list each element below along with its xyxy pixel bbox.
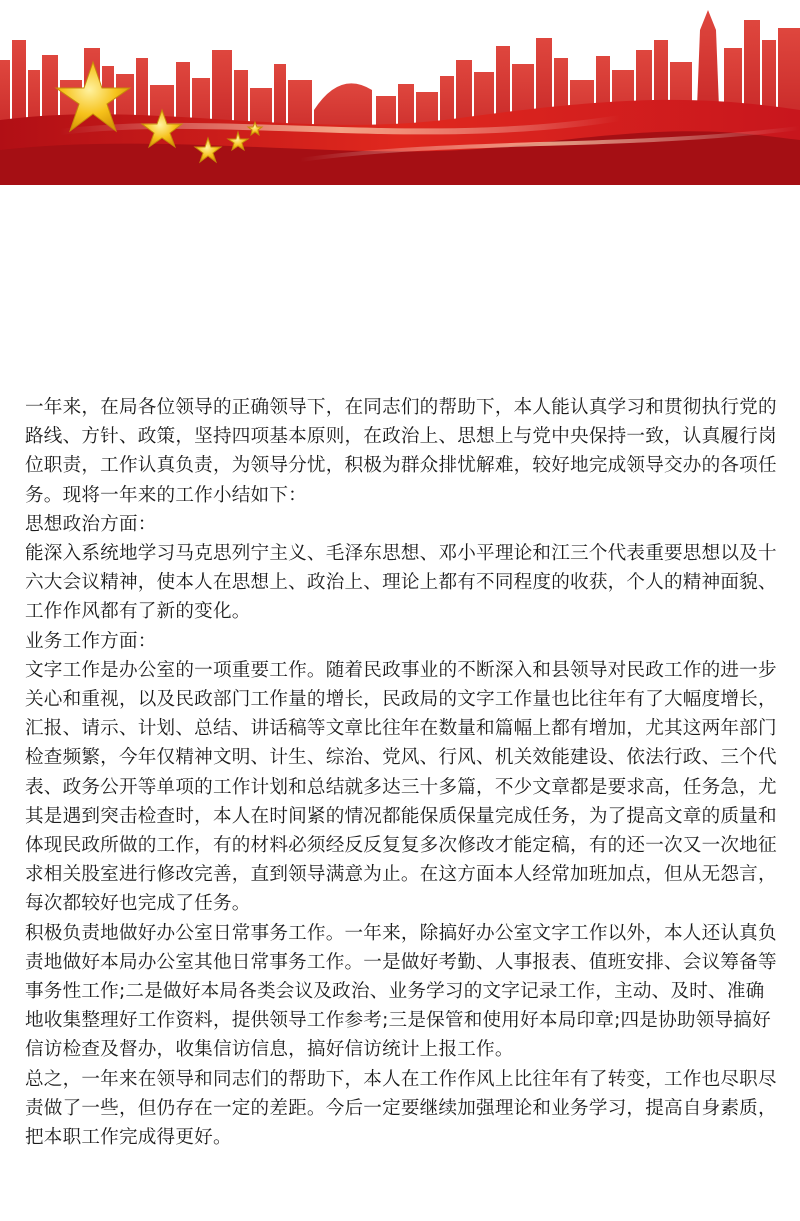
writing-work-paragraph: 文字工作是办公室的一项重要工作。随着民政事业的不断深入和县领导对民政工作的进一步关心和重视，以及民政部门工作量的增长，民政局的文字工作量也比往年有了大幅度增长，汇报、请示、计划、总结、讲话稿等文章比往年在数量和篇幅上都有增加，尤其这两年部门检查频繁，今年仅精神文明、计生、综治、党风、行风、机关效能建设、依法行政、三个代表、政务公开等单项的工作计划和总结就多达三十多篇，不少文章都是要求高，任务急，尤其是遇到突击检查时，本人在时间紧的情况都能保质保量完成任务，为了提高文章的质量和体现民政所做的工作，有的材料必须经反反复复多次修改才能定稿，有的还一次又一次地征求相关股室进行修改完善，直到领导满意为止。在这方面本人经常加班加点，但从无怨言，每次都较好也完成了任务。 (25, 659, 777, 915)
header-banner (0, 0, 800, 185)
section-heading-business: 业务工作方面： (25, 630, 157, 652)
document-body (25, 393, 783, 1152)
section-heading-political: 思想政治方面： (25, 513, 157, 535)
conclusion-paragraph: 总之，一年来在领导和同志们的帮助下，本人在工作作风上比往年有了转变，工作也尽职尽责做了一些，但仍存在一定的差距。今后一定要继续加强理论和业务学习，提高自身素质，把本职工作完成得更好。 (25, 1068, 777, 1149)
daily-affairs-paragraph: 积极负责地做好办公室日常事务工作。一年来，除搞好办公室文字工作以外，本人还认真负责地做好本局办公室其他日常事务工作。一是做好考勤、人事报表、值班安排、会议筹备等事务性工作;二是做好本局各类会议及政治、业务学习的文字记录工作，主动、及时、准确地收集整理好工作资料，提供领导工作参考;三是保管和使用好本局印章;四是协助领导搞好信访检查及督办，收集信访信息，搞好信访统计上报工作。 (25, 922, 777, 1061)
political-paragraph: 能深入系统地学习马克思列宁主义、毛泽东思想、邓小平理论和江三个代表重要思想以及十六大会议精神，使本人在思想上、政治上、理论上都有不同程度的收获，个人的精神面貌、工作作风都有了新的变化。 (25, 543, 777, 623)
intro-paragraph: 一年来，在局各位领导的正确领导下，在同志们的帮助下，本人能认真学习和贯彻执行党的路线、方针、政策，坚持四项基本原则，在政治上、思想上与党中央保持一致，认真履行岗位职责，工作认真负责，为领导分忧，积极为群众排忧解难，较好地完成领导交办的各项任务。现将一年来的工作小结如下： (25, 397, 777, 506)
city-skyline-banner (0, 0, 800, 185)
